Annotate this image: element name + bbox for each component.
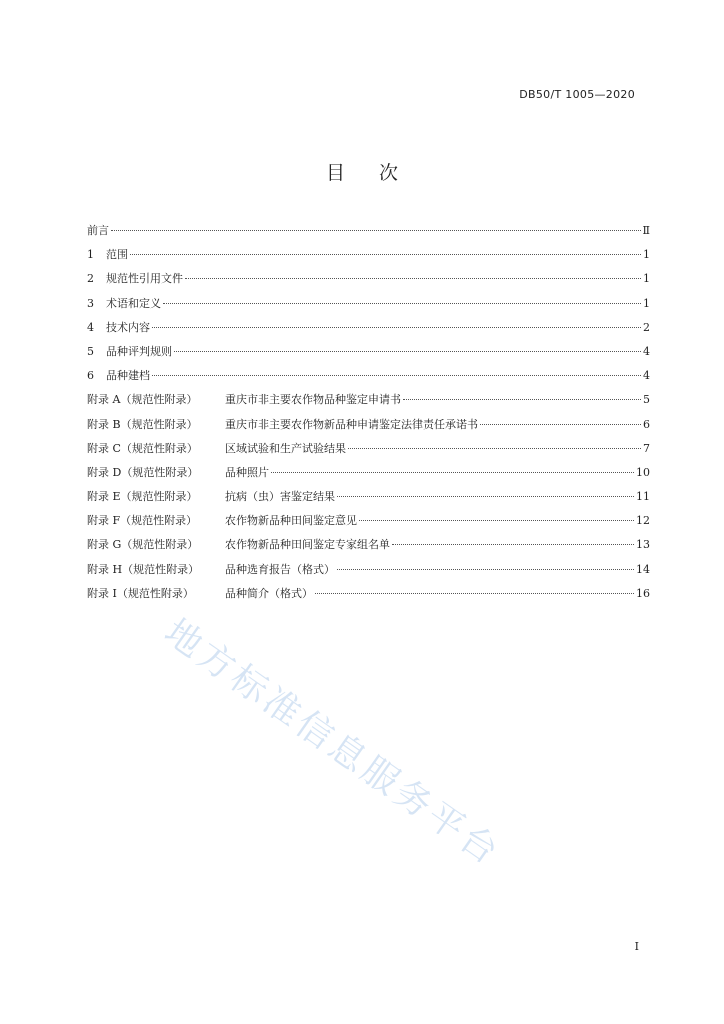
dot-leader xyxy=(392,544,634,545)
toc-entry-page: 4 xyxy=(643,369,650,383)
appendix-page: 11 xyxy=(636,490,650,504)
appendix-designation: 附录 A（规范性附录） xyxy=(87,393,198,407)
toc-entry-page: 4 xyxy=(643,344,650,358)
dot-leader xyxy=(152,375,641,376)
toc-entry-number: 4 xyxy=(87,320,94,334)
appendix-designation: 附录 G（规范性附录） xyxy=(87,538,199,552)
appendix-page: 5 xyxy=(643,393,650,407)
toc-entry-label: 范围 xyxy=(106,248,128,262)
toc-title xyxy=(0,158,724,185)
toc-entry-label: 规范性引用文件 xyxy=(106,272,183,286)
appendix-title: 抗病（虫）害鉴定结果 xyxy=(225,490,335,504)
dot-leader xyxy=(163,303,641,304)
toc-appendix-f[interactable] xyxy=(87,509,650,533)
appendix-title: 农作物新品种田间鉴定意见 xyxy=(225,514,357,528)
toc-entry-number: 3 xyxy=(87,296,94,310)
toc-entry-page: 2 xyxy=(643,320,650,334)
toc-entry-label: 前言 xyxy=(87,224,109,237)
toc-appendix-b[interactable] xyxy=(87,413,650,437)
table-of-contents xyxy=(87,219,650,606)
toc-entry-page: Ⅱ xyxy=(642,224,650,237)
appendix-page: 7 xyxy=(643,441,650,455)
document-code: DB50/T 1005—2020 xyxy=(519,88,635,101)
toc-appendix-d[interactable] xyxy=(87,461,650,485)
toc-entry-2[interactable] xyxy=(87,267,650,291)
toc-entry-label: 技术内容 xyxy=(106,320,150,334)
toc-entry-number: 2 xyxy=(87,272,94,286)
toc-title-char-2: 次 xyxy=(379,162,399,184)
dot-leader xyxy=(348,448,641,449)
appendix-page: 14 xyxy=(636,562,650,576)
toc-entry-label: 品种评判规则 xyxy=(106,344,172,358)
appendix-page: 12 xyxy=(636,514,650,528)
toc-appendix-g[interactable] xyxy=(87,533,650,557)
footer-page-number: I xyxy=(634,940,639,953)
appendix-title: 重庆市非主要农作物品种鉴定申请书 xyxy=(225,393,401,407)
toc-entry-5[interactable] xyxy=(87,340,650,364)
dot-leader xyxy=(185,278,641,279)
dot-leader xyxy=(111,230,641,231)
toc-entry-label: 术语和定义 xyxy=(106,296,161,310)
toc-entry-page: 1 xyxy=(643,272,650,286)
dot-leader xyxy=(130,254,641,255)
toc-entry-6[interactable] xyxy=(87,364,650,388)
dot-leader xyxy=(337,569,634,570)
toc-entry-1[interactable] xyxy=(87,243,650,267)
toc-appendix-i[interactable] xyxy=(87,582,650,606)
dot-leader xyxy=(152,327,641,328)
appendix-page: 10 xyxy=(636,465,650,479)
dot-leader xyxy=(174,351,641,352)
dot-leader xyxy=(315,593,634,594)
appendix-designation: 附录 D（规范性附录） xyxy=(87,465,199,479)
toc-entry-number: 6 xyxy=(87,369,94,383)
appendix-designation: 附录 I（规范性附录） xyxy=(87,586,194,600)
dot-leader xyxy=(403,399,641,400)
toc-entry-number: 1 xyxy=(87,248,94,262)
appendix-page: 6 xyxy=(643,417,650,431)
appendix-title: 品种照片 xyxy=(225,465,269,479)
appendix-designation: 附录 F（规范性附录） xyxy=(87,514,198,528)
appendix-title: 品种选育报告（格式） xyxy=(225,562,335,576)
dot-leader xyxy=(337,496,634,497)
toc-entry-number: 5 xyxy=(87,344,94,358)
toc-entry-page: 1 xyxy=(643,248,650,262)
appendix-designation: 附录 B（规范性附录） xyxy=(87,417,198,431)
appendix-page: 13 xyxy=(636,538,650,552)
toc-appendix-a[interactable] xyxy=(87,388,650,412)
appendix-designation: 附录 E（规范性附录） xyxy=(87,490,198,504)
watermark: 地方标准信息服务平台 xyxy=(156,611,509,875)
dot-leader xyxy=(480,424,641,425)
appendix-title: 区域试验和生产试验结果 xyxy=(225,441,346,455)
toc-entry-page: 1 xyxy=(643,296,650,310)
appendix-title: 农作物新品种田间鉴定专家组名单 xyxy=(225,538,390,552)
toc-title-char-1: 目 xyxy=(325,162,345,184)
appendix-designation: 附录 C（规范性附录） xyxy=(87,441,198,455)
toc-entry-foreword[interactable] xyxy=(87,219,650,243)
appendix-page: 16 xyxy=(636,586,650,600)
toc-appendix-h[interactable] xyxy=(87,558,650,582)
toc-entry-4[interactable] xyxy=(87,316,650,340)
toc-entry-3[interactable] xyxy=(87,292,650,316)
toc-appendix-e[interactable] xyxy=(87,485,650,509)
appendix-designation: 附录 H（规范性附录） xyxy=(87,562,200,576)
toc-appendix-c[interactable] xyxy=(87,437,650,461)
appendix-title: 品种简介（格式） xyxy=(225,586,313,600)
dot-leader xyxy=(359,520,634,521)
dot-leader xyxy=(271,472,634,473)
appendix-title: 重庆市非主要农作物新品种申请鉴定法律责任承诺书 xyxy=(225,417,478,431)
toc-entry-label: 品种建档 xyxy=(106,369,150,383)
